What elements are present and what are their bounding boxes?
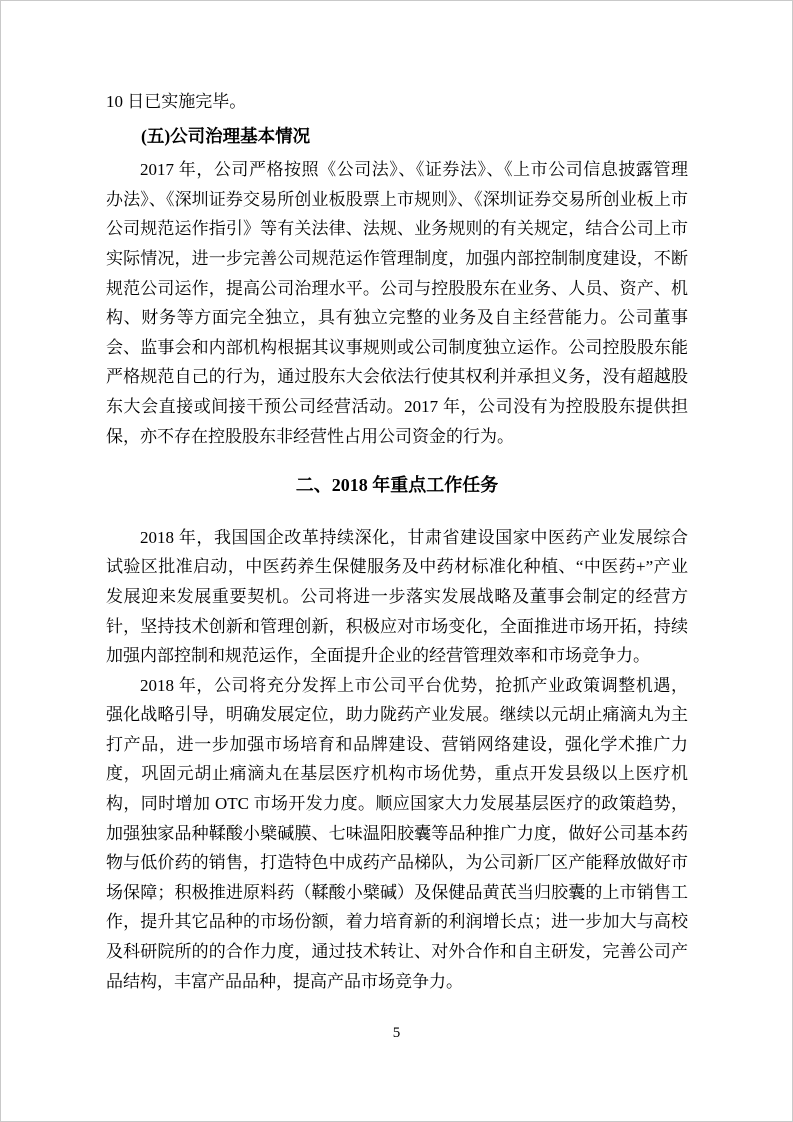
paragraph-governance: 2017 年，公司严格按照《公司法》、《证券法》、《上市公司信息披露管理办法》、《深圳证券交易所创业板股票上市规则》、《深圳证券交易所创业板上市公司规范运作指引》等有关法律、法规、业务规则的有关规定，结合公司上市实际情况，进一步完善公司规范运作管理制度，加强内部控制制度建设，不断规范公司运作，提高公司治理水平。公司与控股股东在业务、人员、资产、机构、财务等方面完全独立，具有独立完整的业务及自主经营能力。公司董事会、监事会和内部机构根据其议事规则或公司制度独立运作。公司控股股东能严格规范自己的行为，通过股东大会依法行使其权利并承担义务，没有超越股东大会直接或间接干预公司经营活动。2017 年，公司没有为控股股东提供担保，亦不存在控股股东非经营性占用公司资金的行为。 [106,160,688,446]
page-number: 5 [392,1025,401,1041]
paragraph-2018-plan: 2018 年，公司将充分发挥上市公司平台优势，抢抓产业政策调整机遇，强化战略引导，明确发展定位，助力陇药产业发展。继续以元胡止痛滴丸为主打产品，进一步加强市场培育和品牌建设、营销网络建设，强化学术推广力度，巩固元胡止痛滴丸在基层医疗机构市场优势，重点开发县级以上医疗机构，同时增加 OTC 市场开发力度。顺应国家大力发展基层医疗的政策趋势，加强独家品种鞣酸小檗碱膜、七味温阳胶囊等品种推广力度，做好公司基本药物与低价药的销售，打造特色中成药产品梯队，为公司新厂区产能释放做好市场保障；积极推进原料药（鞣酸小檗碱）及保健品黄芪当归胶囊的上市销售工作，提升其它品种的市场份额，着力培育新的利润增长点；进一步加大与高校及科研院所的的合作力度，通过技术转让、对外合作和自主研发，完善公司产品结构，丰富产品品种，提高产品市场竞争力。 [106,675,688,991]
section-heading-2018-tasks: 二、2018 年重点工作任务 [295,475,499,496]
subsection-heading-governance: (五)公司治理基本情况 [141,125,311,146]
paragraph-2018-overview: 2018 年，我国国企改革持续深化，甘肃省建设国家中医药产业发展综合试验区批准启动，中医药养生保健服务及中药材标准化种植、“中医药+”产业发展迎来发展重要契机。公司将进一步落实发展战略及董事会制定的经营方针，坚持技术创新和管理创新，积极应对市场变化，全面推进市场开拓，持续加强内部控制和规范运作，全面提升企业的经营管理效率和市场竞争力。 [106,527,688,666]
paragraph-continuation: 10 日已实施完毕。 [106,92,247,111]
document-body [106,87,688,996]
